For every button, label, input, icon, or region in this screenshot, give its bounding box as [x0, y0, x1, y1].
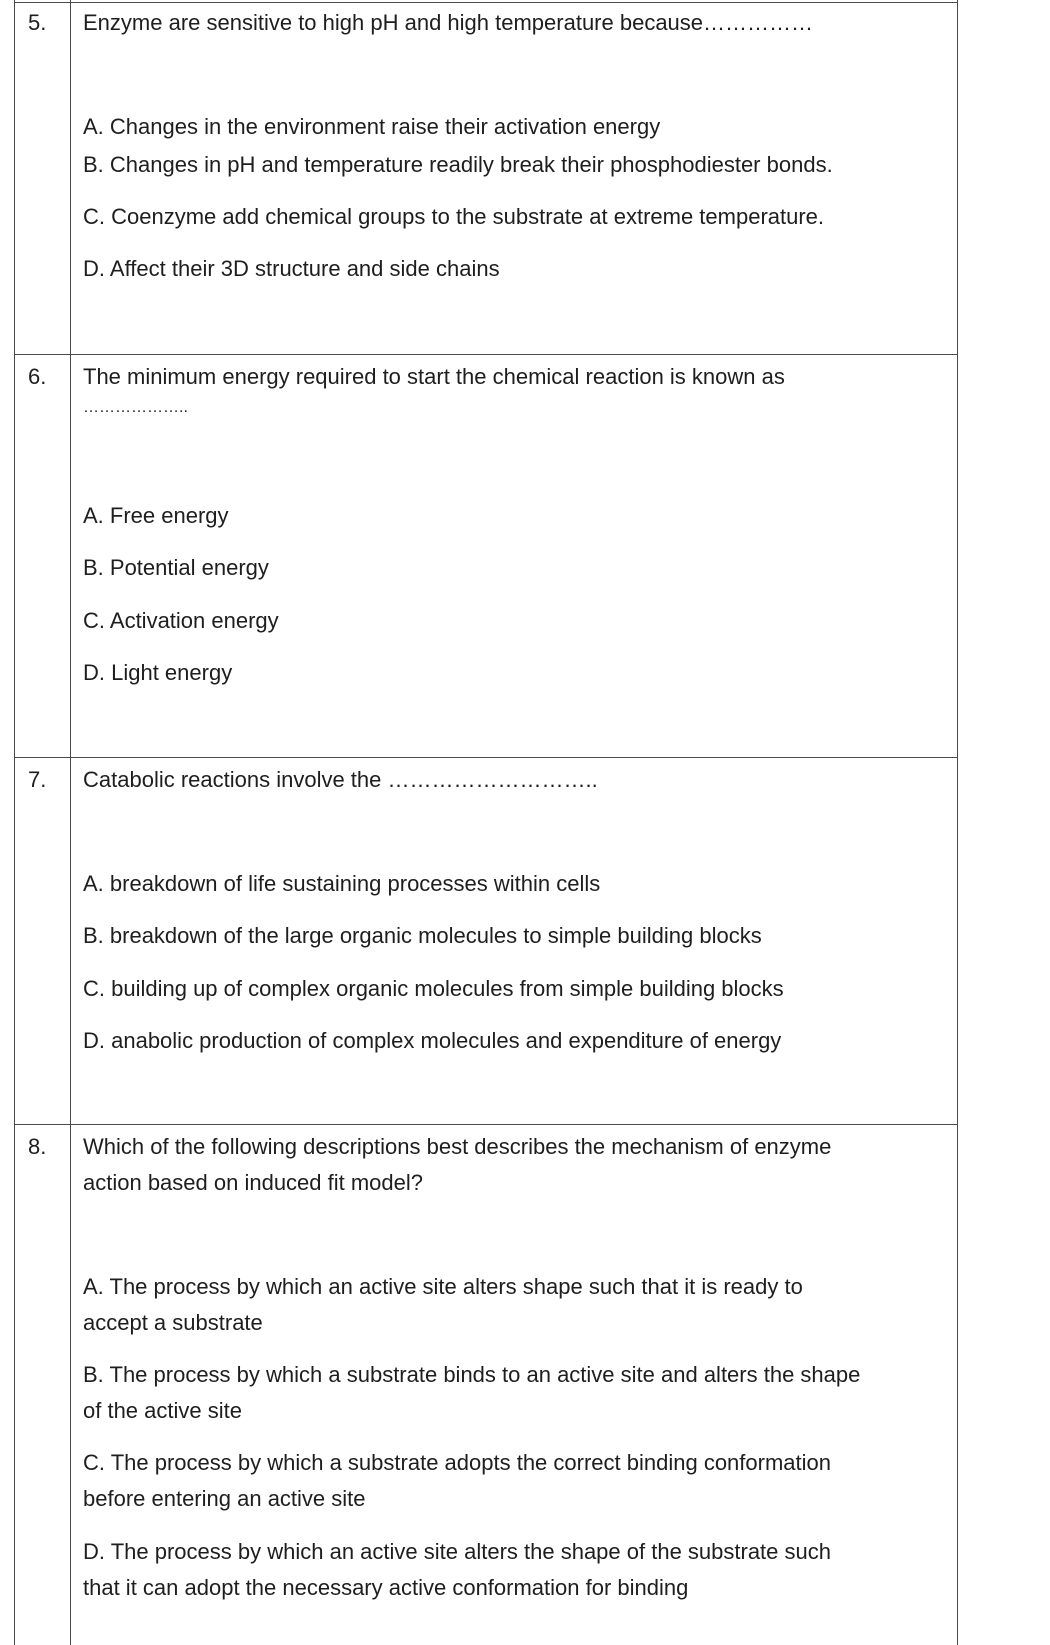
answer-option-d: D. Light energy: [83, 660, 233, 685]
answer-option-d: D. anabolic production of complex molecules and expenditure of energy: [83, 1028, 782, 1053]
question-stem: The minimum energy required to start the chemical reaction is known as: [83, 364, 785, 389]
row-border-q6: [15, 354, 957, 355]
answer-option-c-line-2: before entering an active site: [83, 1486, 366, 1511]
question-stem-line-2: action based on induced fit model?: [83, 1170, 424, 1195]
answer-option-c: C. Activation energy: [83, 608, 279, 633]
answer-option-a-line-1: A. The process by which an active site alters shape such that it is ready to: [83, 1274, 803, 1299]
answer-option-a: A. breakdown of life sustaining processes within cells: [83, 871, 601, 896]
answer-option-b: B. Changes in pH and temperature readily break their phosphodiester bonds.: [83, 152, 833, 177]
question-number: 8.: [28, 1134, 47, 1159]
number-column-divider: [70, 0, 71, 1645]
question-number: 5.: [28, 10, 47, 35]
question-stem-line-1: Which of the following descriptions best describes the mechanism of enzyme: [83, 1134, 832, 1159]
row-border-q7: [15, 757, 957, 758]
answer-option-a: A. Free energy: [83, 503, 229, 528]
answer-option-b-line-1: B. The process by which a substrate binds to an active site and alters the shape: [83, 1362, 861, 1387]
answer-option-b: B. breakdown of the large organic molecules to simple building blocks: [83, 923, 762, 948]
question-stem-blank: ………………..: [83, 399, 188, 416]
question-stem: Catabolic reactions involve the ………………………..: [83, 767, 598, 792]
question-table: [14, 0, 958, 1645]
answer-option-c: C. Coenzyme add chemical groups to the substrate at extreme temperature.: [83, 204, 825, 229]
row-border-top: [15, 2, 957, 3]
answer-option-b: B. Potential energy: [83, 555, 269, 580]
answer-option-d-line-2: that it can adopt the necessary active conformation for binding: [83, 1575, 689, 1600]
question-stem: Enzyme are sensitive to high pH and high temperature because……………: [83, 10, 814, 35]
question-number: 6.: [28, 364, 47, 389]
row-border-q8: [15, 1124, 957, 1125]
answer-option-a: A. Changes in the environment raise their activation energy: [83, 114, 661, 139]
answer-option-c-line-1: C. The process by which a substrate adopts the correct binding conformation: [83, 1450, 831, 1475]
answer-option-d: D. Affect their 3D structure and side chains: [83, 256, 500, 281]
answer-option-d-line-1: D. The process by which an active site alters the shape of the substrate such: [83, 1539, 831, 1564]
question-number: 7.: [28, 767, 47, 792]
answer-option-a-line-2: accept a substrate: [83, 1310, 263, 1335]
answer-option-b-line-2: of the active site: [83, 1398, 242, 1423]
answer-option-c: C. building up of complex organic molecules from simple building blocks: [83, 976, 784, 1001]
